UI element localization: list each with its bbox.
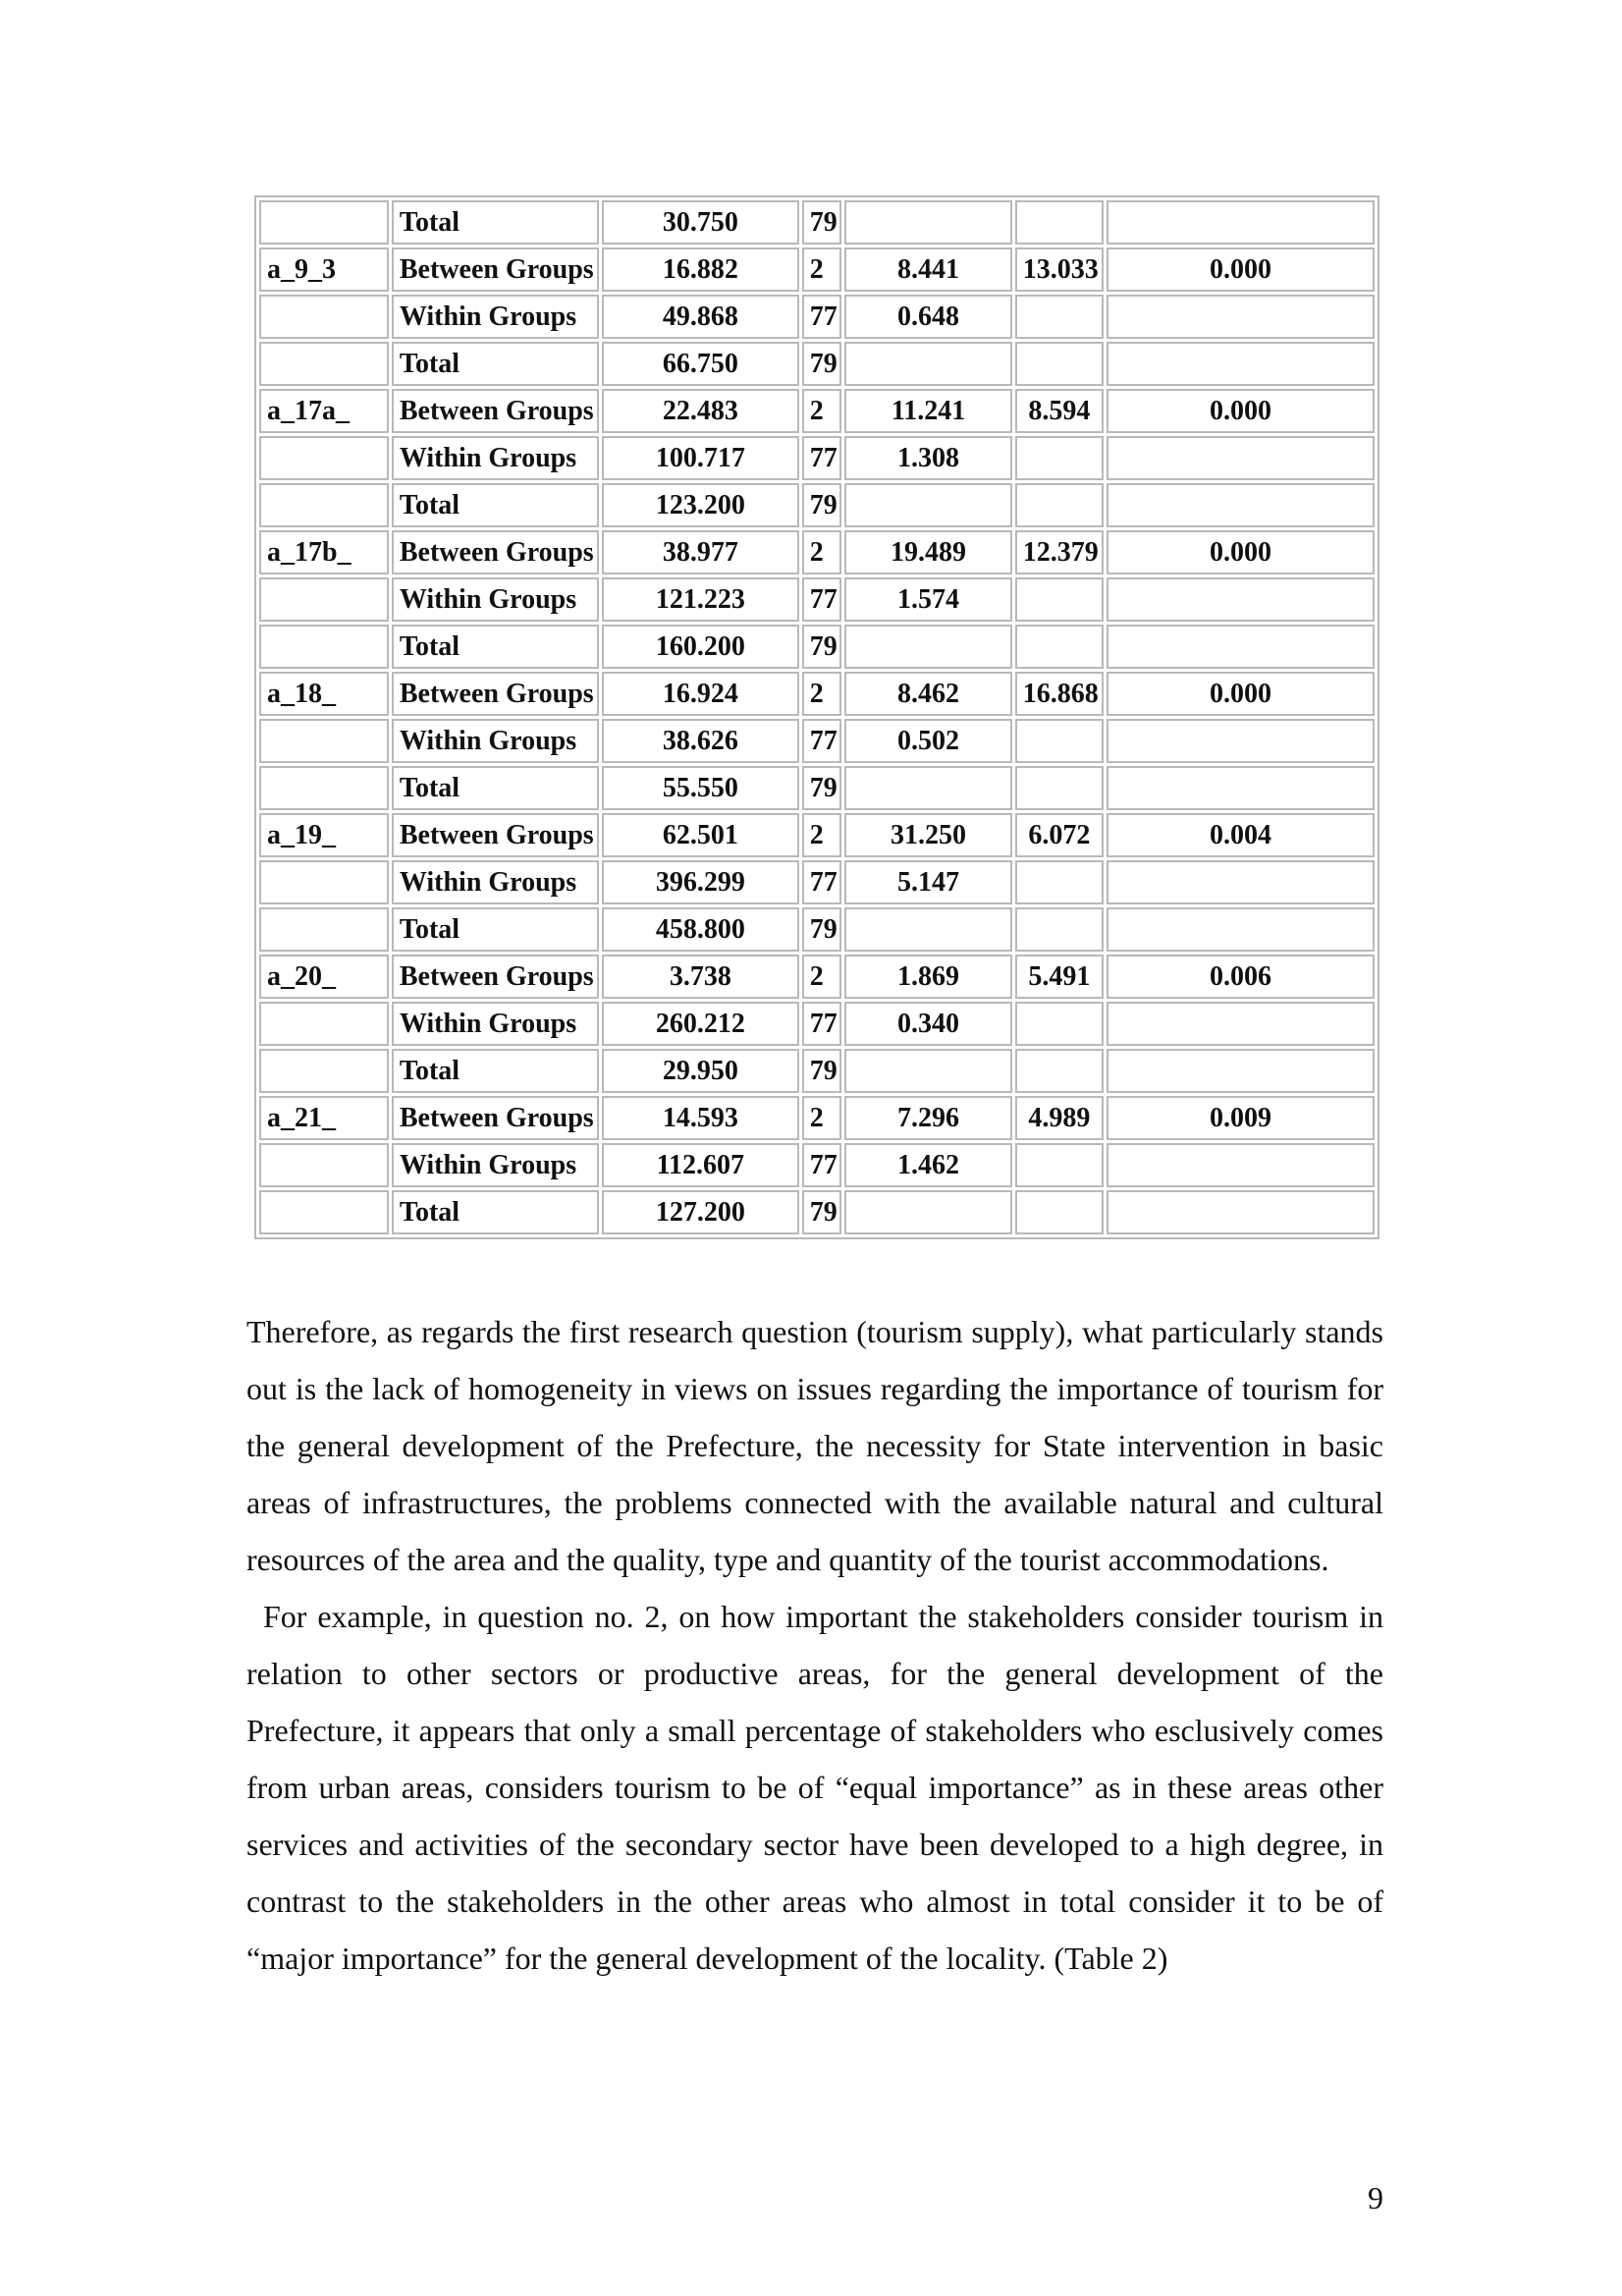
cell-df: 79 xyxy=(802,1049,842,1093)
cell-df: 79 xyxy=(802,907,842,952)
cell-mean-square xyxy=(844,766,1011,810)
cell-sig xyxy=(1107,295,1375,339)
cell-sum-of-squares: 100.717 xyxy=(602,436,799,480)
cell-f xyxy=(1015,483,1104,527)
cell-source: Between Groups xyxy=(392,1096,599,1140)
cell-mean-square: 19.489 xyxy=(844,530,1011,574)
cell-mean-square: 11.241 xyxy=(844,389,1011,433)
table-row xyxy=(259,483,1375,527)
cell-source: Total xyxy=(392,625,599,669)
cell-source: Total xyxy=(392,483,599,527)
cell-variable xyxy=(259,907,389,952)
cell-sig: 0.000 xyxy=(1107,672,1375,716)
table-row xyxy=(259,247,1375,292)
cell-sum-of-squares: 112.607 xyxy=(602,1143,799,1187)
paragraph-1: Therefore, as regards the first research question (tourism supply), what particularly stands out is the lack of homogeneity in views on issues regarding the importance of tourism for the general development of the Prefecture, the necessity for State intervention in basic areas of infrastructures, the problems connected with the available natural and cultural resources of the area and the quality, type and quantity of the tourist accommodations. xyxy=(246,1314,1383,1577)
cell-variable: a_21_ xyxy=(259,1096,389,1140)
cell-f xyxy=(1015,1143,1104,1187)
cell-mean-square: 7.296 xyxy=(844,1096,1011,1140)
cell-variable: a_9_3 xyxy=(259,247,389,292)
cell-df: 2 xyxy=(802,530,842,574)
cell-source: Total xyxy=(392,342,599,386)
table-row xyxy=(259,860,1375,904)
cell-variable: a_17a_ xyxy=(259,389,389,433)
table-row xyxy=(259,1002,1375,1046)
cell-f xyxy=(1015,766,1104,810)
table-row xyxy=(259,625,1375,669)
cell-sig: 0.009 xyxy=(1107,1096,1375,1140)
table-row xyxy=(259,389,1375,433)
cell-sig: 0.000 xyxy=(1107,247,1375,292)
cell-df: 2 xyxy=(802,813,842,857)
cell-f xyxy=(1015,436,1104,480)
cell-sig xyxy=(1107,625,1375,669)
table-row xyxy=(259,1190,1375,1234)
table-row xyxy=(259,672,1375,716)
cell-variable xyxy=(259,342,389,386)
cell-sig xyxy=(1107,907,1375,952)
cell-sig: 0.000 xyxy=(1107,530,1375,574)
table-row xyxy=(259,1049,1375,1093)
table-row xyxy=(259,1143,1375,1187)
cell-variable xyxy=(259,577,389,622)
cell-sum-of-squares: 260.212 xyxy=(602,1002,799,1046)
table-row xyxy=(259,955,1375,999)
cell-mean-square xyxy=(844,907,1011,952)
cell-mean-square xyxy=(844,1190,1011,1234)
cell-f: 16.868 xyxy=(1015,672,1104,716)
cell-variable xyxy=(259,295,389,339)
cell-df: 77 xyxy=(802,436,842,480)
cell-sig xyxy=(1107,483,1375,527)
cell-variable xyxy=(259,1143,389,1187)
cell-sum-of-squares: 121.223 xyxy=(602,577,799,622)
cell-sig xyxy=(1107,1143,1375,1187)
cell-df: 79 xyxy=(802,200,842,245)
table-row xyxy=(259,766,1375,810)
table-row xyxy=(259,907,1375,952)
cell-sum-of-squares: 38.977 xyxy=(602,530,799,574)
cell-f xyxy=(1015,1049,1104,1093)
anova-table xyxy=(254,195,1379,1239)
cell-variable xyxy=(259,1190,389,1234)
cell-df: 79 xyxy=(802,1190,842,1234)
cell-mean-square: 8.441 xyxy=(844,247,1011,292)
cell-sum-of-squares: 30.750 xyxy=(602,200,799,245)
cell-source: Total xyxy=(392,1049,599,1093)
cell-source: Within Groups xyxy=(392,577,599,622)
cell-df: 79 xyxy=(802,766,842,810)
table-row xyxy=(259,719,1375,763)
cell-source: Within Groups xyxy=(392,436,599,480)
cell-sig: 0.004 xyxy=(1107,813,1375,857)
cell-f xyxy=(1015,342,1104,386)
cell-df: 79 xyxy=(802,625,842,669)
cell-source: Within Groups xyxy=(392,719,599,763)
cell-sum-of-squares: 16.882 xyxy=(602,247,799,292)
cell-df: 2 xyxy=(802,247,842,292)
cell-f xyxy=(1015,1002,1104,1046)
table-row xyxy=(259,577,1375,622)
cell-variable: a_19_ xyxy=(259,813,389,857)
cell-df: 79 xyxy=(802,342,842,386)
cell-sig xyxy=(1107,1002,1375,1046)
cell-variable: a_20_ xyxy=(259,955,389,999)
cell-mean-square: 1.308 xyxy=(844,436,1011,480)
cell-mean-square: 31.250 xyxy=(844,813,1011,857)
cell-source: Between Groups xyxy=(392,813,599,857)
cell-df: 77 xyxy=(802,295,842,339)
cell-source: Between Groups xyxy=(392,672,599,716)
cell-source: Total xyxy=(392,1190,599,1234)
cell-sum-of-squares: 14.593 xyxy=(602,1096,799,1140)
cell-sum-of-squares: 55.550 xyxy=(602,766,799,810)
body-text xyxy=(246,1303,1383,1987)
cell-f xyxy=(1015,860,1104,904)
cell-sig: 0.000 xyxy=(1107,389,1375,433)
cell-mean-square xyxy=(844,1049,1011,1093)
cell-df: 2 xyxy=(802,672,842,716)
cell-f xyxy=(1015,625,1104,669)
cell-df: 77 xyxy=(802,1002,842,1046)
cell-df: 79 xyxy=(802,483,842,527)
cell-mean-square: 1.869 xyxy=(844,955,1011,999)
cell-f: 5.491 xyxy=(1015,955,1104,999)
cell-source: Total xyxy=(392,907,599,952)
cell-sig: 0.006 xyxy=(1107,955,1375,999)
table-row xyxy=(259,436,1375,480)
cell-variable xyxy=(259,766,389,810)
cell-mean-square: 0.502 xyxy=(844,719,1011,763)
cell-sum-of-squares: 127.200 xyxy=(602,1190,799,1234)
table-row xyxy=(259,200,1375,245)
cell-sig xyxy=(1107,342,1375,386)
cell-variable xyxy=(259,436,389,480)
table-body xyxy=(259,200,1375,1234)
table-row xyxy=(259,530,1375,574)
cell-source: Between Groups xyxy=(392,530,599,574)
cell-f: 8.594 xyxy=(1015,389,1104,433)
cell-mean-square xyxy=(844,483,1011,527)
cell-mean-square: 5.147 xyxy=(844,860,1011,904)
cell-variable xyxy=(259,625,389,669)
table-row xyxy=(259,295,1375,339)
cell-f: 6.072 xyxy=(1015,813,1104,857)
cell-sum-of-squares: 16.924 xyxy=(602,672,799,716)
cell-mean-square xyxy=(844,342,1011,386)
cell-source: Within Groups xyxy=(392,1002,599,1046)
cell-f xyxy=(1015,200,1104,245)
cell-sig xyxy=(1107,200,1375,245)
cell-variable: a_18_ xyxy=(259,672,389,716)
cell-sum-of-squares: 38.626 xyxy=(602,719,799,763)
cell-df: 77 xyxy=(802,860,842,904)
cell-f xyxy=(1015,577,1104,622)
table-row xyxy=(259,1096,1375,1140)
cell-source: Within Groups xyxy=(392,860,599,904)
cell-mean-square: 0.340 xyxy=(844,1002,1011,1046)
cell-f: 12.379 xyxy=(1015,530,1104,574)
cell-sig xyxy=(1107,577,1375,622)
cell-sum-of-squares: 160.200 xyxy=(602,625,799,669)
cell-sig xyxy=(1107,860,1375,904)
cell-df: 2 xyxy=(802,955,842,999)
cell-source: Between Groups xyxy=(392,247,599,292)
cell-sum-of-squares: 396.299 xyxy=(602,860,799,904)
cell-variable xyxy=(259,483,389,527)
cell-f: 13.033 xyxy=(1015,247,1104,292)
table-row xyxy=(259,342,1375,386)
cell-variable xyxy=(259,1049,389,1093)
cell-variable xyxy=(259,719,389,763)
cell-variable xyxy=(259,1002,389,1046)
cell-sum-of-squares: 49.868 xyxy=(602,295,799,339)
cell-df: 77 xyxy=(802,577,842,622)
cell-df: 2 xyxy=(802,1096,842,1140)
cell-mean-square: 0.648 xyxy=(844,295,1011,339)
cell-sig xyxy=(1107,1049,1375,1093)
cell-df: 77 xyxy=(802,1143,842,1187)
cell-sum-of-squares: 66.750 xyxy=(602,342,799,386)
cell-sig xyxy=(1107,1190,1375,1234)
cell-sum-of-squares: 123.200 xyxy=(602,483,799,527)
cell-source: Between Groups xyxy=(392,955,599,999)
cell-mean-square xyxy=(844,200,1011,245)
cell-source: Within Groups xyxy=(392,1143,599,1187)
cell-sig xyxy=(1107,719,1375,763)
cell-source: Between Groups xyxy=(392,389,599,433)
table-row xyxy=(259,813,1375,857)
cell-source: Within Groups xyxy=(392,295,599,339)
page-number: 9 xyxy=(1368,2180,1383,2215)
cell-sig xyxy=(1107,436,1375,480)
cell-sum-of-squares: 62.501 xyxy=(602,813,799,857)
cell-df: 77 xyxy=(802,719,842,763)
cell-df: 2 xyxy=(802,389,842,433)
cell-sum-of-squares: 458.800 xyxy=(602,907,799,952)
cell-variable xyxy=(259,200,389,245)
cell-sig xyxy=(1107,766,1375,810)
cell-mean-square xyxy=(844,625,1011,669)
cell-mean-square: 1.462 xyxy=(844,1143,1011,1187)
cell-variable xyxy=(259,860,389,904)
cell-sum-of-squares: 3.738 xyxy=(602,955,799,999)
cell-mean-square: 8.462 xyxy=(844,672,1011,716)
cell-sum-of-squares: 22.483 xyxy=(602,389,799,433)
cell-f xyxy=(1015,1190,1104,1234)
cell-variable: a_17b_ xyxy=(259,530,389,574)
cell-f xyxy=(1015,719,1104,763)
cell-source: Total xyxy=(392,200,599,245)
cell-mean-square: 1.574 xyxy=(844,577,1011,622)
cell-f xyxy=(1015,907,1104,952)
cell-sum-of-squares: 29.950 xyxy=(602,1049,799,1093)
cell-source: Total xyxy=(392,766,599,810)
paragraph-2: For example, in question no. 2, on how important the stakeholders consider tourism in relation to other sectors or productive areas, for the general development of the Prefecture, it appears that only a small percentage of stakeholders who esclusively comes from urban areas, considers tourism to be of “equal importance” as in these areas other services and activities of the secondary sector have been developed to a high degree, in contrast to the stakeholders in the other areas who almost in total consider it to be of “major importance” for the general development of the locality. (Table 2) xyxy=(246,1599,1383,1976)
cell-f: 4.989 xyxy=(1015,1096,1104,1140)
cell-f xyxy=(1015,295,1104,339)
